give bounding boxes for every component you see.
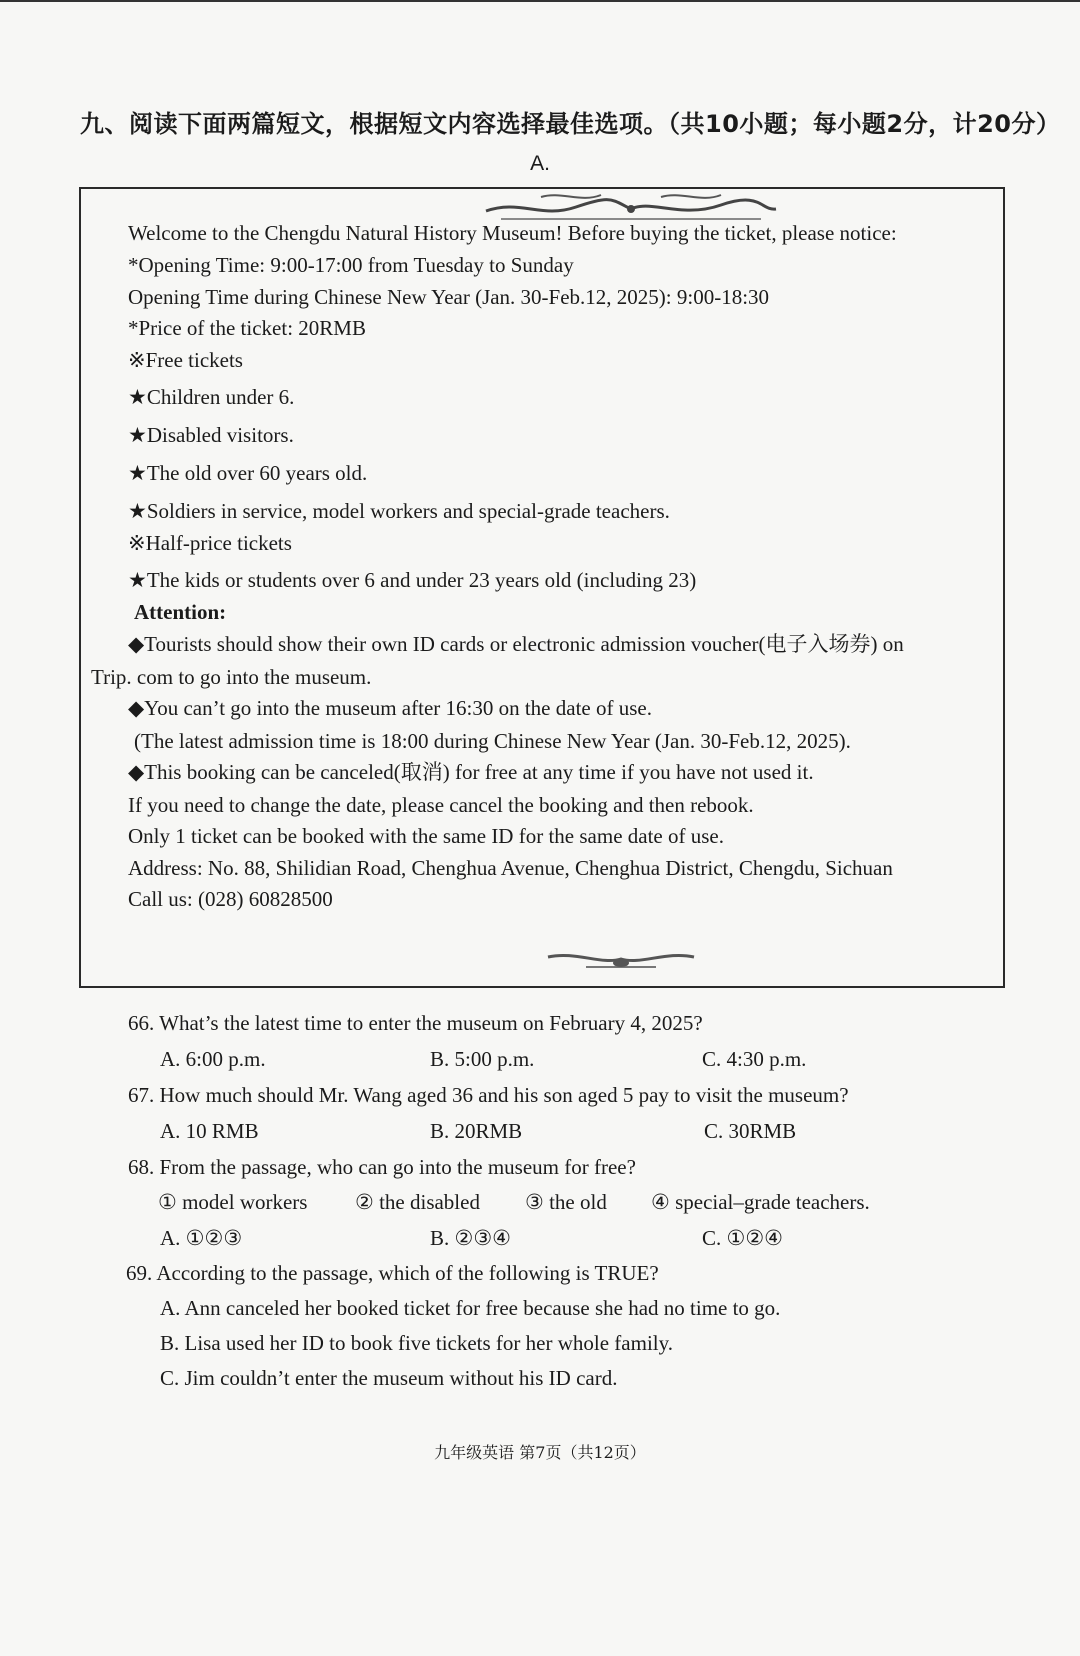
- q66-option-b: B. 5:00 p.m.: [430, 1047, 535, 1071]
- free-tickets-heading: ※Free tickets: [128, 348, 243, 372]
- q67-option-a: A. 10 RMB: [160, 1119, 259, 1143]
- q67-option-c: C. 30RMB: [704, 1119, 797, 1143]
- address: Address: No. 88, Shilidian Road, Chenghua Avenue, Chenghua District, Chengdu, Sichuan: [128, 856, 893, 880]
- section-heading: 九、阅读下面两篇短文，根据短文内容选择最佳选项。（共10小题；每小题2分，计20分）: [80, 110, 1061, 138]
- q68-option-c: C. ①②④: [702, 1226, 783, 1250]
- notice-intro: Welcome to the Chengdu Natural History Museum! Before buying the ticket, please notice:: [128, 221, 897, 245]
- q68-option-a: A. ①②③: [160, 1226, 243, 1250]
- attention-id-line1: ◆Tourists should show their own ID cards or electronic admission voucher(电子入场券) on: [128, 632, 904, 656]
- call-us: Call us: (028) 60828500: [128, 887, 333, 911]
- free-item-children: ★Children under 6.: [128, 385, 295, 409]
- one-ticket-note: Only 1 ticket can be booked with the same ID for the same date of use.: [128, 824, 724, 848]
- ticket-price: *Price of the ticket: 20RMB: [128, 316, 366, 340]
- q69-option-a: A. Ann canceled her booked ticket for free because she had no time to go.: [160, 1296, 781, 1320]
- attention-cny-time: (The latest admission time is 18:00 during Chinese New Year (Jan. 30-Feb.12, 2025).: [134, 729, 851, 753]
- free-item-disabled: ★Disabled visitors.: [128, 423, 294, 447]
- attention-heading: Attention:: [134, 600, 227, 624]
- q69-stem: 69. According to the passage, which of the following is TRUE?: [126, 1261, 659, 1285]
- q67-stem: 67. How much should Mr. Wang aged 36 and his son aged 5 pay to visit the museum?: [128, 1083, 849, 1107]
- free-item-soldiers: ★Soldiers in service, model workers and special-grade teachers.: [128, 499, 670, 523]
- q66-stem: 66. What’s the latest time to enter the museum on February 4, 2025?: [128, 1011, 703, 1035]
- half-price-item: ★The kids or students over 6 and under 23 years old (including 23): [128, 568, 697, 592]
- attention-entry-time: ◆You can’t go into the museum after 16:30 on the date of use.: [128, 696, 652, 720]
- q68-choice-4: ④ special–grade teachers.: [651, 1190, 870, 1214]
- q66-option-c: C. 4:30 p.m.: [702, 1047, 807, 1071]
- q68-choice-2: ② the disabled: [355, 1190, 480, 1214]
- q68-choice-1: ① model workers: [158, 1190, 308, 1214]
- ornament-bottom-icon: [546, 947, 696, 977]
- page-footer: 九年级英语 第7页（共12页）: [434, 1443, 646, 1462]
- attention-cancel: ◆This booking can be canceled(取消) for free at any time if you have not used it.: [128, 760, 814, 784]
- attention-id-line2: Trip. com to go into the museum.: [91, 665, 372, 689]
- q68-choice-3: ③ the old: [525, 1190, 607, 1214]
- change-date-note: If you need to change the date, please cancel the booking and then rebook.: [128, 793, 754, 817]
- opening-time-cny: Opening Time during Chinese New Year (Jan. 30-Feb.12, 2025): 9:00-18:30: [128, 285, 770, 309]
- q69-option-c: C. Jim couldn’t enter the museum without his ID card.: [160, 1366, 618, 1390]
- notice-box: [79, 187, 1005, 988]
- opening-time: *Opening Time: 9:00-17:00 from Tuesday to Sunday: [128, 253, 574, 277]
- q68-option-b: B. ②③④: [430, 1226, 511, 1250]
- half-price-heading: ※Half-price tickets: [128, 531, 292, 555]
- section-label: A.: [530, 152, 550, 175]
- top-rule: [0, 0, 1080, 2]
- q66-option-a: A. 6:00 p.m.: [160, 1047, 266, 1071]
- q68-stem: 68. From the passage, who can go into the museum for free?: [128, 1155, 636, 1179]
- q67-option-b: B. 20RMB: [430, 1119, 523, 1143]
- free-item-old: ★The old over 60 years old.: [128, 461, 368, 485]
- q69-option-b: B. Lisa used her ID to book five tickets for her whole family.: [160, 1331, 674, 1355]
